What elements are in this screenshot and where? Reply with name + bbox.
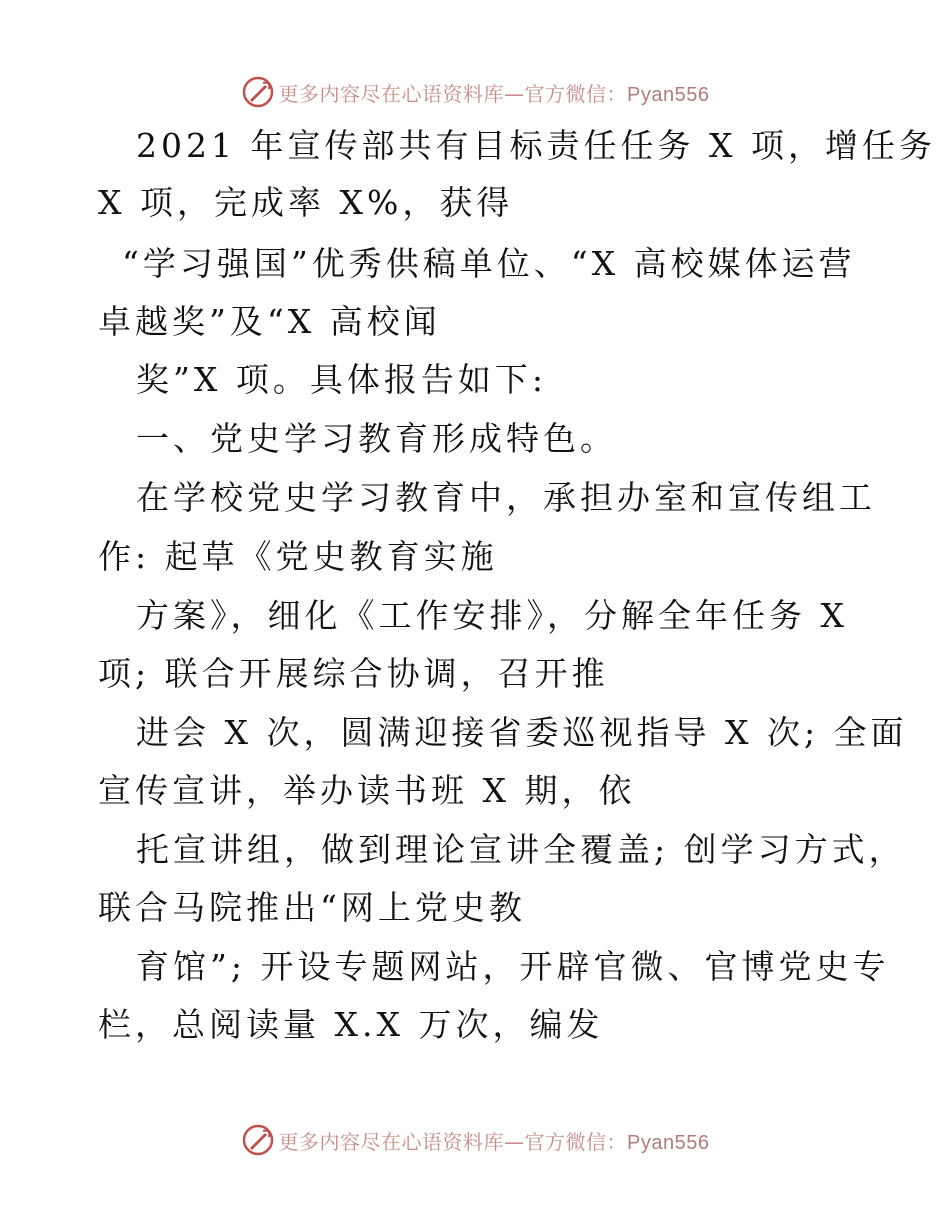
text-line: 卓越奖”及“X 高校闻 bbox=[98, 302, 441, 341]
text-line: 奖”X 项。具体报告如下: bbox=[136, 360, 547, 399]
watermark-official: 官方微信： bbox=[524, 1129, 628, 1154]
watermark-id: Pyan556 bbox=[627, 1131, 710, 1154]
text-line: 在学校党史学习教育中，承担办室和宣传组工 bbox=[136, 478, 876, 517]
watermark-id: Pyan556 bbox=[627, 83, 710, 106]
watermark-text bbox=[279, 1126, 710, 1155]
text-line: 方案》，细化《工作安排》，分解全年任务 X bbox=[136, 596, 848, 635]
text-line: 项; 联合开展综合协调，召开推 bbox=[98, 654, 609, 693]
text-line: 育馆”; 开设专题网站，开辟官微、官博党史专 bbox=[136, 947, 890, 986]
watermark-separator: — bbox=[504, 1129, 525, 1154]
text-line: 栏，总阅读量 X.X 万次，编发 bbox=[98, 1005, 604, 1044]
watermark-footer bbox=[0, 1118, 950, 1162]
watermark-library: 更多内容尽在心语资料库 bbox=[278, 1129, 505, 1154]
text-line: X 项，完成率 X%，获得 bbox=[98, 183, 514, 222]
quill-logo-icon bbox=[241, 1123, 275, 1157]
watermark-separator: — bbox=[504, 81, 525, 106]
text-line: 进会 X 次，圆满迎接省委巡视指导 X 次; 全面 bbox=[136, 713, 908, 752]
text-line: 作: 起草《党史教育实施 bbox=[98, 537, 498, 576]
text-line: 宣传宣讲，举办读书班 X 期，依 bbox=[98, 771, 636, 810]
text-line: “学习强国”优秀供稿单位、“X 高校媒体运营 bbox=[122, 244, 856, 283]
text-line: 托宣讲组，做到理论宣讲全覆盖; 创学习方式， bbox=[136, 830, 906, 869]
text-line: 2021 年宣传部共有目标责任任务 X 项，增任务 bbox=[136, 126, 936, 165]
text-line: 联合马院推出“网上党史教 bbox=[98, 888, 526, 927]
section-heading: 一、党史学习教育形成特色。 bbox=[136, 419, 617, 458]
watermark-official: 官方微信： bbox=[524, 81, 628, 106]
watermark-library: 更多内容尽在心语资料库 bbox=[278, 81, 505, 106]
